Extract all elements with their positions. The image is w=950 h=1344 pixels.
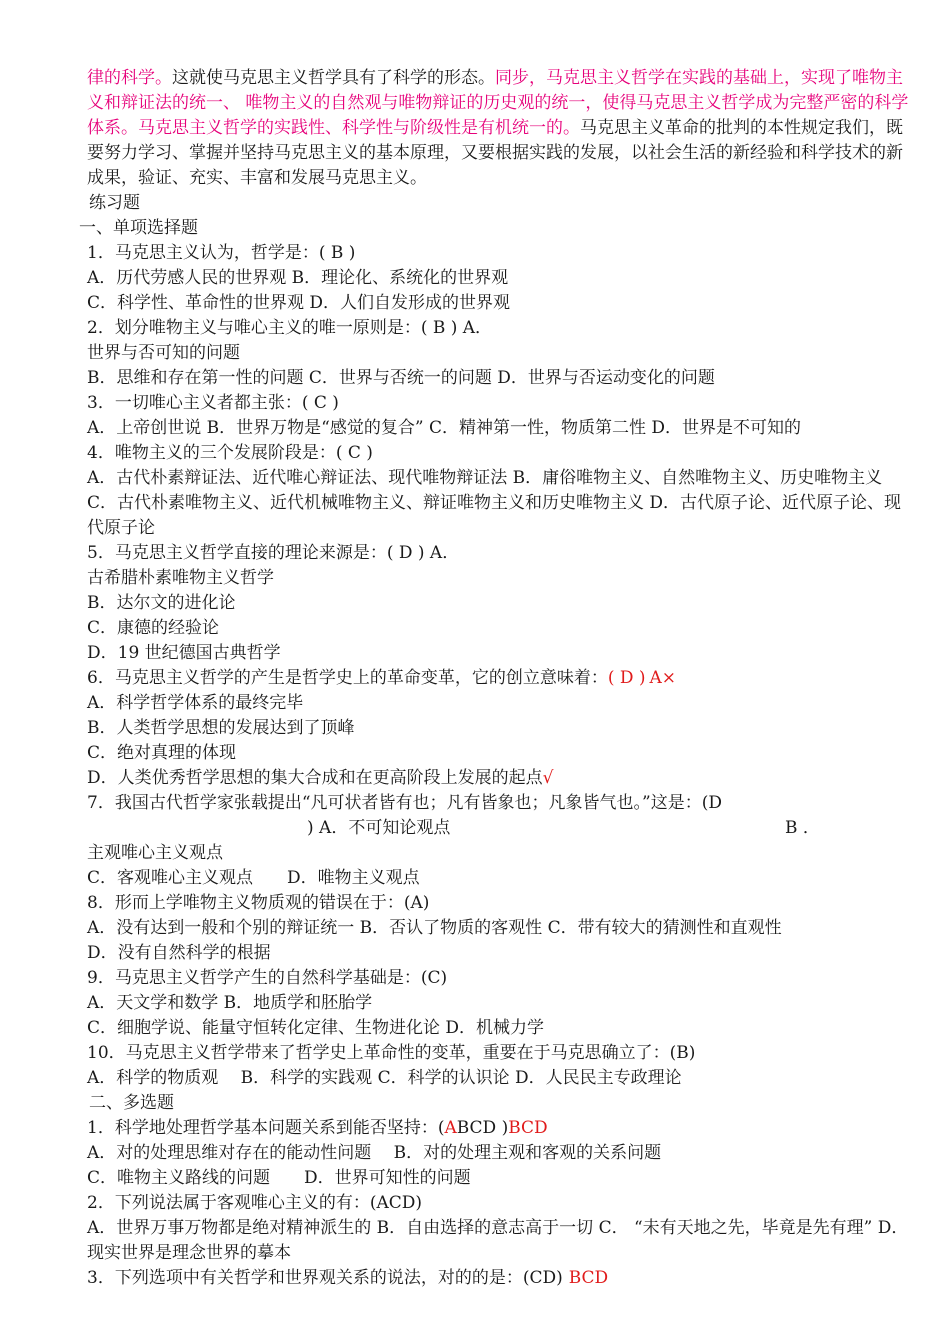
m1-correct-mark: BCD: [508, 1118, 548, 1138]
q5-option-c: C．康德的经验论: [87, 618, 220, 638]
q5-stem: 5．马克思主义哲学直接的理论来源是：( D ) A．: [87, 543, 460, 563]
q2-stem: 2．划分唯物主义与唯心主义的唯一原则是：( B ) A．: [87, 318, 493, 338]
q4-stem: 4．唯物主义的三个发展阶段是：( C ): [87, 443, 373, 463]
q2-option-a: 世界与否可知的问题: [87, 343, 240, 363]
document-body: [79, 66, 912, 1291]
intro-highlight-3: 马克思主义哲学的实践性、科学性与阶级性是有机统一的。: [138, 118, 580, 138]
q6-option-d-line: [87, 766, 912, 791]
q9-stem: 9．马克思主义哲学产生的自然科学基础是：(C): [87, 968, 448, 988]
q10-options: A．科学的物质观 B．科学的实践观 C．科学的认识论 D．人民民主专政理论: [87, 1068, 682, 1088]
intro-highlight-1: 律的科学。: [87, 68, 172, 88]
practice-title: 练习题: [89, 193, 140, 213]
m1-answer-rest: BCD ): [456, 1118, 509, 1138]
q1-options-cd: C．科学性、革命性的世界观 D．人们自发形成的世界观: [87, 293, 511, 313]
q6-wrong-mark: A×: [649, 668, 677, 688]
q3-options: A．上帝创世说 B．世界万物是“感觉的复合” C．精神第一性，物质第二性 D．世界是不可知的: [87, 418, 801, 438]
q7-stem: 7．我国古代哲学家张载提出“凡可状者皆有也；凡有皆象也；凡象皆气也。”这是：(D: [87, 793, 722, 813]
q3-stem: 3．一切唯心主义者都主张：( C ): [87, 393, 339, 413]
m1-stem-line: [87, 1116, 912, 1141]
q6-option-a: A．科学哲学体系的最终完毕: [87, 693, 304, 713]
q6-option-d: D．人类优秀哲学思想的集大合成和在更高阶段上发展的起点: [87, 768, 543, 788]
m1-options-ab: A．对的处理思维对存在的能动性问题 B．对的处理主观和客观的关系问题: [87, 1143, 662, 1163]
q7-option-a: ) A．不可知论观点: [307, 818, 451, 838]
m2-stem: 2．下列说法属于客观唯心主义的有：(ACD): [87, 1193, 422, 1213]
q8-option-d: D．没有自然科学的根据: [87, 943, 271, 963]
q7-option-b-label: B ．: [785, 818, 820, 838]
q6-stem-line: [87, 666, 912, 691]
q6-option-c: C．绝对真理的体现: [87, 743, 237, 763]
m3-stem: 3．下列选项中有关哲学和世界观关系的说法，对的的是：(CD): [87, 1268, 563, 1288]
q5-option-a: 古希腊朴素唯物主义哲学: [87, 568, 274, 588]
section-single-choice-title: 一、单项选择题: [79, 218, 198, 238]
intro-highlight-2: 同步，马克思主义哲学在实践的基础上，实现了唯物主义和辩证法的统一、 唯物主义的自然观与唯物辩证的历史观的统一，使得马克思主义哲学成为完整严密的科学体系。: [87, 68, 909, 138]
q6-answer: ( D ): [607, 668, 646, 688]
q5-option-d: D．19 世纪德国古典哲学: [87, 643, 281, 663]
intro-text-2: 马克思主义革命的批判的本性规定我们，既要努力学习、掌握并坚持马克思主义的基本原理，又要根据实践的发展，以社会生活的新经验和科学技术的新成果，验证、充实、丰富和发展马克思主义。: [87, 118, 903, 188]
m3-correct-mark: BCD: [568, 1268, 609, 1288]
q6-stem: 6．马克思主义哲学的产生是哲学史上的革命变革，它的创立意味着：: [87, 668, 608, 688]
q1-options-ab: A．历代劳感人民的世界观 B．理论化、系统化的世界观: [87, 268, 509, 288]
m1-options-cd: C．唯物主义路线的问题 D．世界可知性的问题: [87, 1168, 471, 1188]
q9-options-cd: C．细胞学说、能量守恒转化定律、生物进化论 D．机械力学: [87, 1018, 545, 1038]
section-multi-choice-title: 二、多选题: [89, 1093, 174, 1113]
q8-stem: 8．形而上学唯物主义物质观的错误在于：(A): [87, 893, 430, 913]
q7-options-cd: C．客观唯心主义观点 D．唯物主义观点: [87, 868, 420, 888]
q6-option-b: B．人类哲学思想的发展达到了顶峰: [87, 718, 355, 738]
q7-option-b: 主观唯心主义观点: [87, 843, 223, 863]
q5-option-b: B．达尔文的进化论: [87, 593, 236, 613]
intro-paragraph: [87, 66, 912, 191]
q8-options-abc: A．没有达到一般和个别的辩证统一 B．否认了物质的客观性 C．带有较大的猜测性和直观性: [87, 918, 782, 938]
q4-options: A．古代朴素辩证法、近代唯心辩证法、现代唯物辩证法 B．庸俗唯物主义、自然唯物主义、历史唯物主义 C．古代朴素唯物主义、近代机械唯物主义、辩证唯物主义和历史唯物主义 D．古代原子论、近代原子论、现代原子论: [87, 468, 902, 538]
q6-check-mark: √: [542, 768, 554, 788]
m2-options: A．世界万事万物都是绝对精神派生的 B．自由选择的意志高于一切 C． “未有天地之先，毕竟是先有理” D．现实世界是理念世界的摹本: [87, 1218, 909, 1263]
q10-stem: 10．马克思主义哲学带来了哲学史上革命性的变革，重要在于马克思确立了：(B): [87, 1043, 696, 1063]
q7-stem-line2: [87, 816, 912, 841]
q2-options-bcd: B．思维和存在第一性的问题 C．世界与否统一的问题 D．世界与否运动变化的问题: [87, 368, 715, 388]
m1-answer-a: A: [444, 1118, 457, 1138]
q1-stem: 1．马克思主义认为，哲学是：( B ): [87, 243, 356, 263]
m3-stem-line: [87, 1266, 912, 1291]
m1-stem: 1．科学地处理哲学基本问题关系到能否坚持：(: [87, 1118, 445, 1138]
intro-text-1: 这就使马克思主义哲学具有了科学的形态。: [172, 68, 495, 88]
q9-options-ab: A．天文学和数学 B．地质学和胚胎学: [87, 993, 373, 1013]
